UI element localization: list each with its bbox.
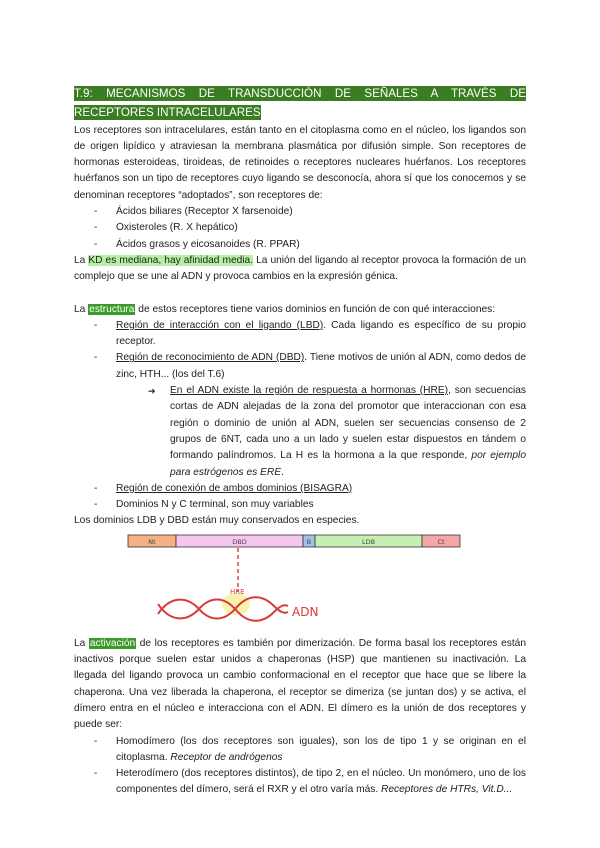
document-page bbox=[74, 84, 526, 799]
diagram-svg bbox=[74, 532, 526, 632]
receptor-domains-diagram bbox=[74, 532, 526, 632]
domain-label-b: B bbox=[306, 537, 312, 546]
estructura-highlight: estructura bbox=[89, 303, 135, 315]
document-title: T.9: MECANISMOS DE TRANSDUCCIÓN DE SEÑALES A TRAVÉS DE RECEPTORES INTRACELULARES bbox=[74, 87, 526, 120]
hre-sublist bbox=[116, 383, 526, 481]
domain-label-ldb: LDB bbox=[361, 537, 376, 546]
activacion-post: de los receptores es también por dimerización. De forma basal los receptores están inactivos porque suelen estar unidos a chaperonas (HSP) que mantienen su inactivación. La llegada del ligando provoca un cambio conformacional en el receptor que hace que se libere la chaperona. Una vez liberada la chaperona, el receptor se dimeriza (se juntan dos) y se activa, el dímero entra en el núcleo e interacciona con el ADN. El dímero es la unión de dos receptores y puede ser: bbox=[74, 637, 526, 731]
lbd-desc: . Cada ligando es específico de su propio receptor. bbox=[116, 319, 526, 348]
heterodimer-text: Heterodímero (dos receptores distintos), de tipo 2, en el núcleo. Un monómero, uno de los componentes del dímero, será el RXR y el otro varía más. bbox=[116, 768, 526, 796]
lbd-term: Región de interacción con el ligando (LBD) bbox=[116, 319, 324, 331]
kd-post: La unión del ligando al receptor provoca la formación de un complejo que se une al ADN y provoca cambios en la expresión génica. bbox=[74, 254, 526, 283]
heterodimer-example: Receptores de HTRs, Vit.D... bbox=[381, 784, 513, 796]
kd-pre: La bbox=[74, 254, 89, 266]
domain-label-ct: Ct bbox=[437, 537, 445, 546]
list-item bbox=[94, 734, 526, 767]
list-item bbox=[94, 481, 526, 497]
hre-term: En el ADN existe la región de respuesta a hormonas (HRE) bbox=[170, 385, 449, 397]
list-item: - Ácidos biliares (Receptor X farsenoide) bbox=[94, 204, 526, 220]
homodimer-text: Homodímero (los dos receptores son iguales), son los de tipo 1 y se originan en el citoplasma. bbox=[116, 735, 526, 763]
domain-label-dbd: DBD bbox=[232, 537, 247, 546]
kd-paragraph bbox=[74, 253, 526, 286]
hre-example: por ejemplo para estrógenos es ERE bbox=[170, 450, 526, 478]
list-item bbox=[94, 350, 526, 480]
intro-paragraph: Los receptores son intracelulares, están tanto en el citoplasma como en el núcleo, los ligandos son de origen lipídico y atraviesan la membrana plasmática por difusión simple. Son receptores de hormonas esteroideas, tiroideas, de retinoides o receptores nucleares huérfanos. Los receptores huérfanos son un tipo de receptores cuyo ligando se desconocía, ahora sí que los conocemos y se denominan receptores “adoptados”, son receptores de: bbox=[74, 124, 526, 201]
list-item bbox=[94, 766, 526, 799]
kd-highlight: KD es mediana, hay afinidad media. bbox=[88, 254, 254, 266]
dbd-term: Región de reconocimiento de ADN (DBD) bbox=[116, 352, 305, 364]
dimer-list bbox=[74, 734, 526, 799]
activacion-highlight: activación bbox=[89, 637, 136, 649]
hre-desc: , son secuencias cortas de ADN alejadas de la zona del promotor que interaccionan con esa región o dominio de unión al ADN, suelen ser secuencias consenso de 2 grupos de 6NT, cada uno a un lado y suelen estar dispuestos en tándem o formando palíndromos. La H es la hormona a la que responde, bbox=[170, 385, 526, 462]
list-item: - Oxisteroles (R. X hepático) bbox=[94, 220, 526, 236]
list-item bbox=[94, 318, 526, 351]
bisagra-term: Región de conexión de ambos dominios (BISAGRA) bbox=[116, 482, 353, 494]
adn-label: ADN bbox=[292, 604, 319, 619]
hre-label: HRE bbox=[230, 587, 245, 596]
activacion-paragraph bbox=[74, 636, 526, 734]
activacion-pre: La bbox=[74, 637, 89, 649]
hre-highlight-spot bbox=[222, 593, 250, 615]
list-item: - Dominios N y C terminal, son muy variables bbox=[94, 497, 526, 513]
domain-bar bbox=[128, 535, 460, 547]
conservados-paragraph: Los dominios LDB y DBD están muy conservados en especies. bbox=[74, 515, 360, 527]
estructura-pre: La bbox=[74, 303, 89, 315]
dbd-desc: . Tiene motivos de unión al ADN, como dedos de zinc, HTH... (los del T.6) bbox=[116, 352, 526, 380]
title-block bbox=[74, 84, 526, 123]
adopted-receptors-list bbox=[74, 204, 526, 253]
domains-list bbox=[74, 318, 526, 514]
list-item: - Ácidos grasos y eicosanoides (R. PPAR) bbox=[94, 237, 526, 253]
estructura-post: de estos receptores tiene varios dominios en función de con qué interacciones: bbox=[135, 303, 496, 315]
estructura-paragraph bbox=[74, 302, 526, 318]
hre-end: . bbox=[281, 466, 284, 478]
homodimer-example: Receptor de andrógenos bbox=[170, 751, 283, 763]
list-item bbox=[148, 383, 526, 481]
spacer bbox=[74, 286, 526, 302]
domain-label-nt: Nt bbox=[148, 537, 156, 546]
